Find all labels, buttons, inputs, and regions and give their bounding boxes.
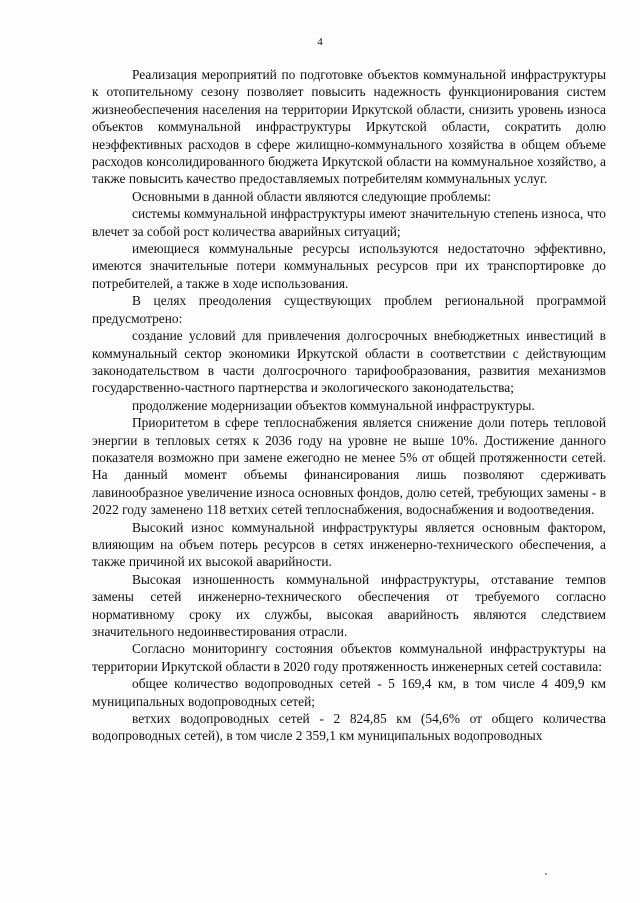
paragraph-water-networks-old: ветхих водопроводных сетей - 2 824,85 км (54,6% от общего количества водопроводных сетей), в том числе 2 359,1 км муниципальных водопроводных bbox=[92, 711, 606, 744]
document-body bbox=[92, 66, 606, 745]
paragraph-heat-supply: Приоритетом в сфере теплоснабжения является снижение доли потерь тепловой энергии в тепловых сетях к 2036 году на уровне не выше 10%. Достижение данного показателя возможно при замене ежегодно не менее 5% от общей протяженности сетей. На данный момент объемы финансирования лишь позволяют сдерживать лавинообразное увеличение износа основных фондов, долю сетей, требующих замены - в 2022 году заменено 118 ветхих сетей теплоснабжения, водоснабжения и водоотведения. bbox=[92, 415, 606, 518]
paragraph-problem-wear: системы коммунальной инфраструктуры имеют значительную степень износа, что влечет за собой рост количества аварийных ситуаций; bbox=[92, 206, 606, 239]
scan-speck bbox=[545, 873, 547, 875]
paragraph-problems-heading: Основными в данной области являются следующие проблемы: bbox=[132, 188, 491, 204]
page-number: 4 bbox=[317, 36, 323, 48]
paragraph-intro: Реализация мероприятий по подготовке объектов коммунальной инфраструктуры к отопительному сезону позволяет повысить надежность функционирования систем жизнеобеспечения населения на территории Иркутской области, снизить уровень износа объектов коммунальной инфраструктуры Иркутской области, сократить долю неэффективных расходов в сфере жилищно-коммунального хозяйства в общем объеме расходов консолидированного бюджета Иркутской области на коммунальное хозяйство, а также повысить качество предоставляемых потребителям коммунальных услуг. bbox=[92, 67, 606, 187]
paragraph-investments: создание условий для привлечения долгосрочных внебюджетных инвестиций в коммунальный сектор экономики Иркутской области в соответствии с действующим законодательством в части долгосрочного тарифообразования, развития механизмов государственно-частного партнерства и экологического законодательства; bbox=[92, 328, 606, 396]
paragraph-problem-losses: имеющиеся коммунальные ресурсы используются недостаточно эффективно, имеются значительные потери коммунальных ресурсов при их транспортировке до потребителей, а также в ходе использования. bbox=[92, 241, 606, 291]
paragraph-high-wear: Высокий износ коммунальной инфраструктуры является основным фактором, влияющим на объем потерь ресурсов в сетях инженерно-технического обеспечения, а также причиной их высокой аварийности. bbox=[92, 519, 606, 570]
paragraph-underinvestment: Высокая изношенность коммунальной инфраструктуры, отставание темпов замены сетей инженерно-технического обеспечения от требуемого согласно нормативному сроку их службы, высокая аварийность являются следствием значительного недоинвестирования отрасли. bbox=[92, 571, 606, 639]
paragraph-water-networks-total: общее количество водопроводных сетей - 5 169,4 км, в том числе 4 409,9 км муниципальных водопроводных сетей; bbox=[92, 676, 606, 709]
paragraph-program-measures: В целях преодоления существующих проблем региональной программой предусмотрено: bbox=[92, 293, 606, 326]
paragraph-monitoring: Согласно мониторингу состояния объектов коммунальной инфраструктуры на территории Иркутской области в 2020 году протяженность инженерных сетей составила: bbox=[92, 641, 606, 674]
paragraph-modernization: продолжение модернизации объектов коммунальной инфраструктуры. bbox=[132, 397, 535, 413]
